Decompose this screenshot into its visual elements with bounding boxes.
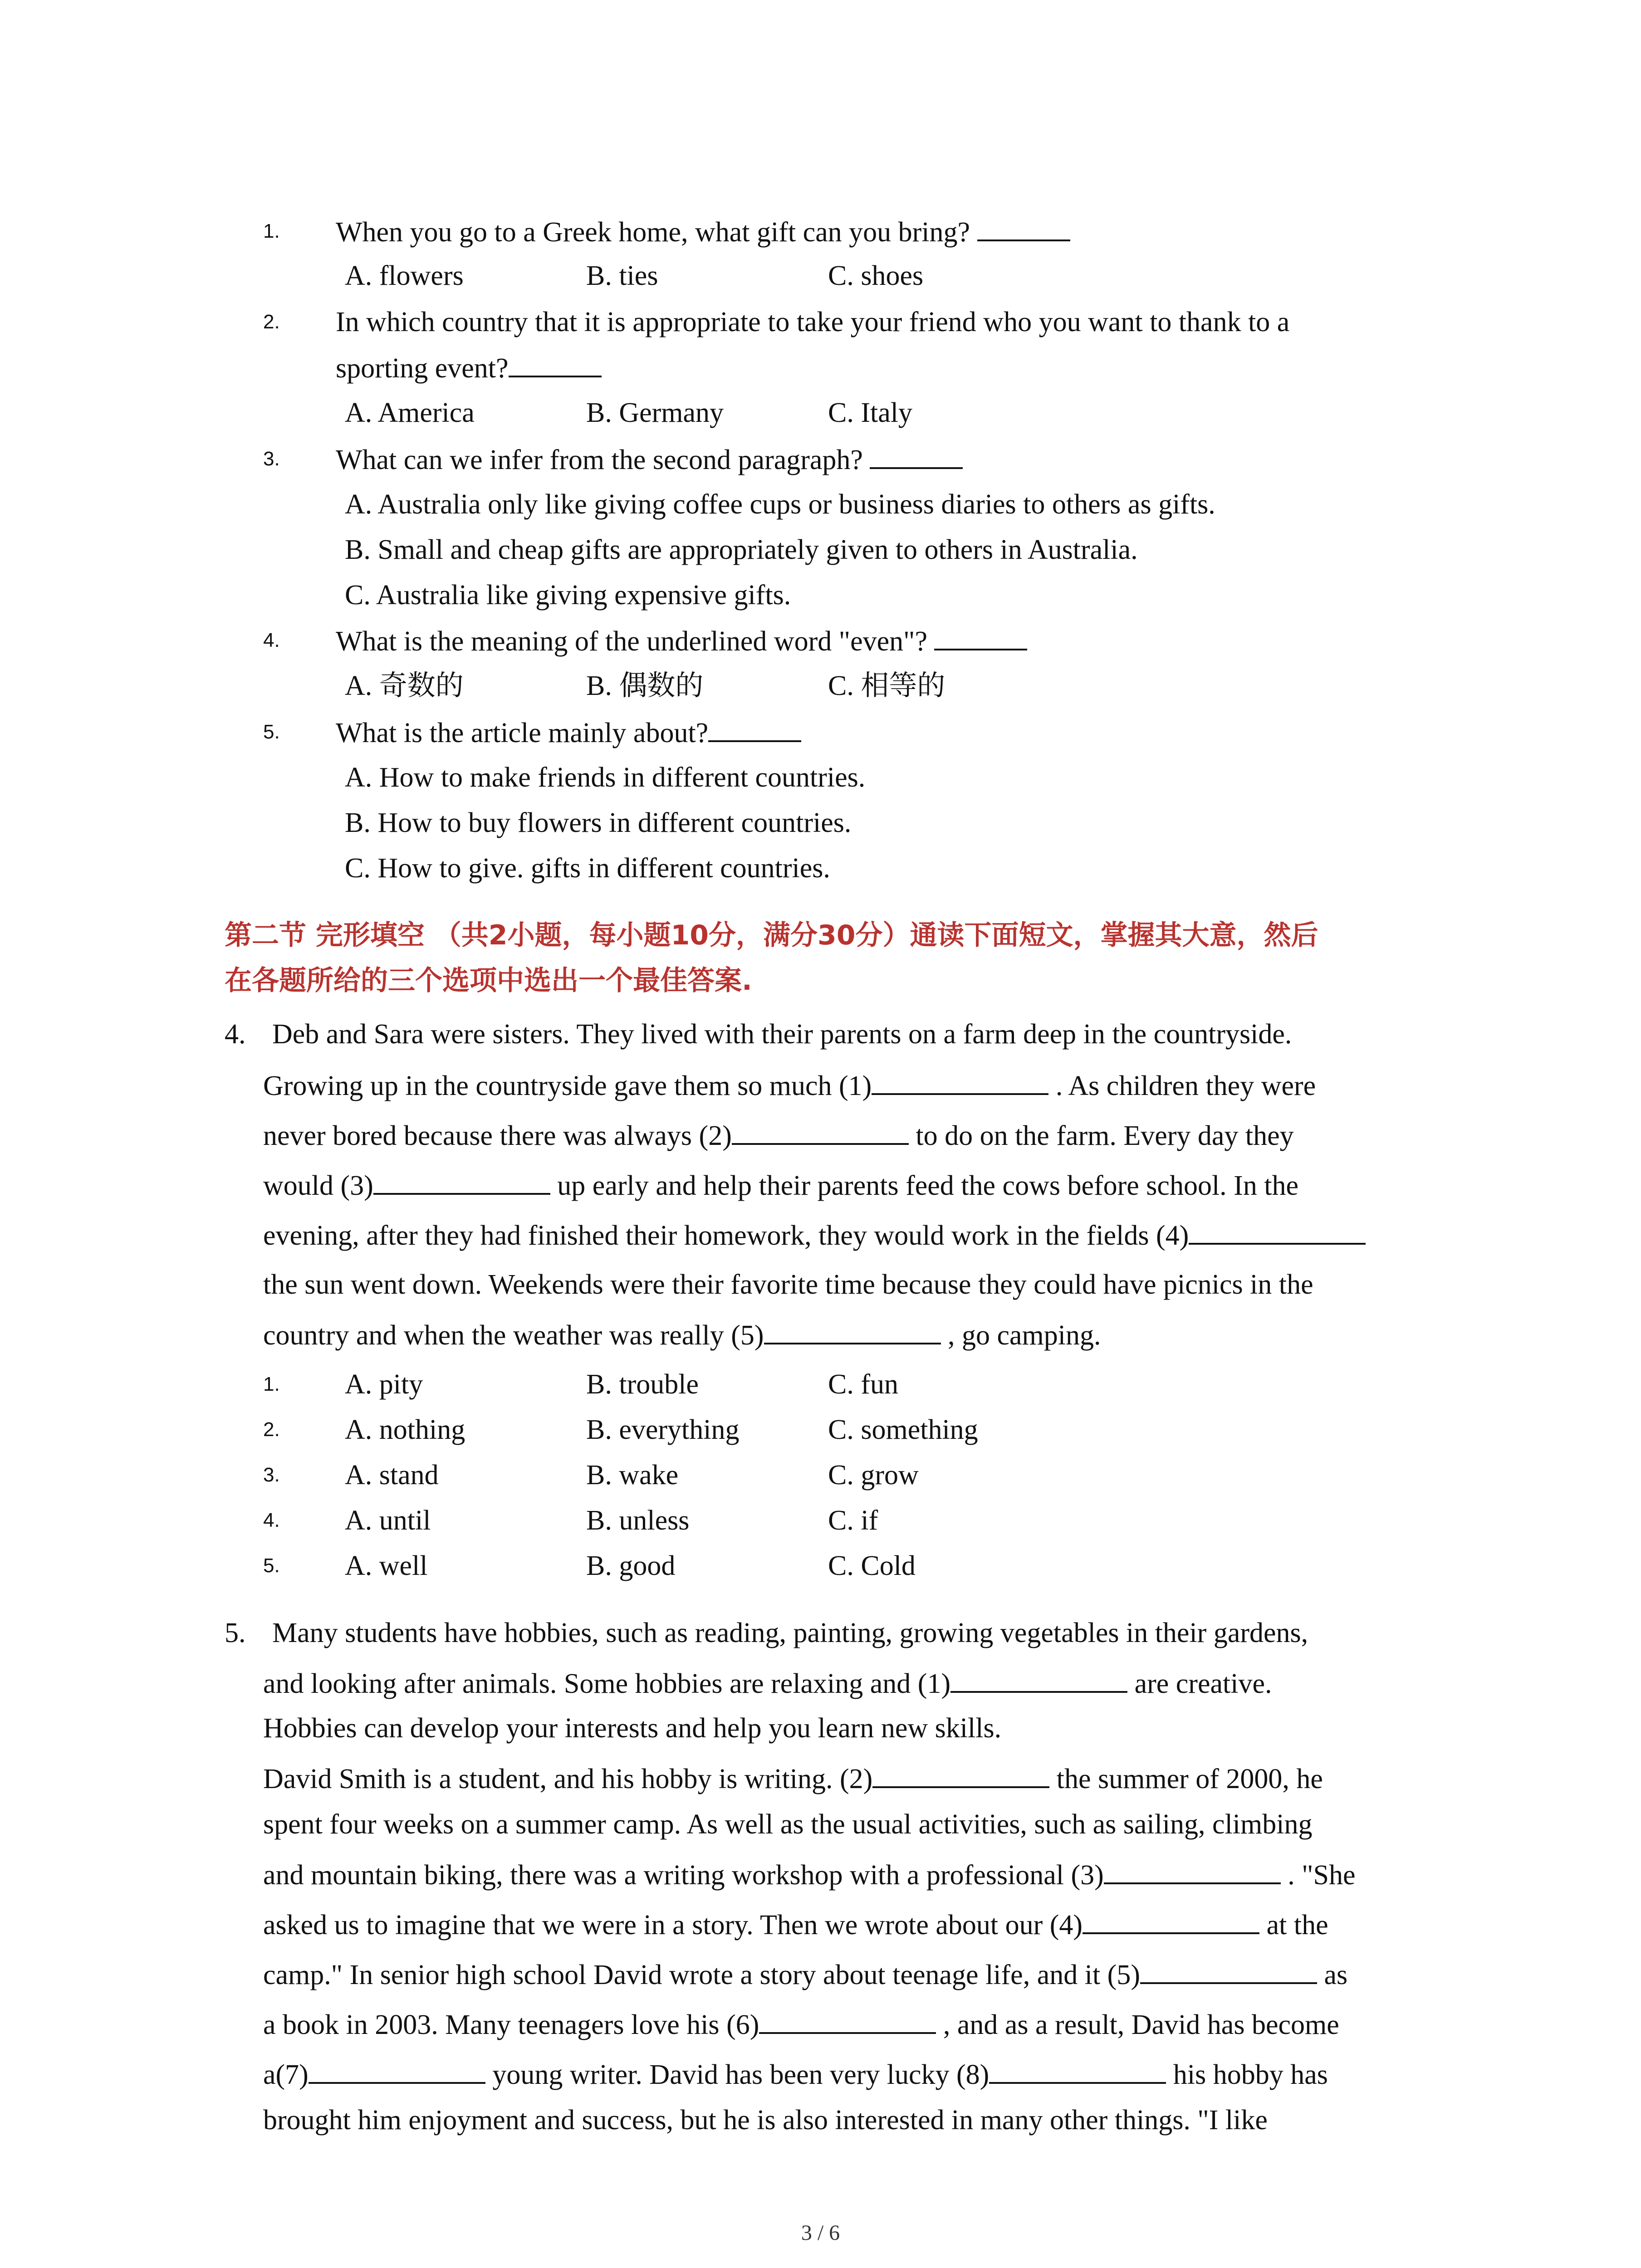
option-b: B. Small and cheap gifts are appropriately given to others in Australia. xyxy=(345,534,1138,565)
passage-text: at the xyxy=(1259,1910,1328,1941)
passage-text: and looking after animals. Some hobbies are relaxing and (1) xyxy=(263,1668,951,1699)
passage-line: brought him enjoyment and success, but he is also interested in many other things. "I like xyxy=(263,2105,1268,2136)
option-row-number: 1. xyxy=(263,1373,280,1395)
passage-text: the summer of 2000, he xyxy=(1049,1764,1323,1794)
option-b xyxy=(586,668,703,704)
passage-text: evening, after they had finished their homework, they would work in the fields (4) xyxy=(263,1220,1189,1251)
passage-line xyxy=(263,1316,1101,1354)
answer-blank[interactable] xyxy=(870,441,963,469)
option-c xyxy=(828,668,945,704)
answer-blank[interactable] xyxy=(509,349,602,377)
option-b: B. wake xyxy=(586,1460,679,1491)
option-c: C. if xyxy=(828,1505,878,1536)
blank-8[interactable] xyxy=(989,2056,1166,2084)
question-text xyxy=(336,714,801,751)
question-stem: sporting event? xyxy=(336,353,509,384)
passage-text: his hobby has xyxy=(1166,2059,1328,2090)
option-b: B. unless xyxy=(586,1505,690,1536)
option-b-text: B. 偶数的 xyxy=(586,670,704,701)
option-a: A. pity xyxy=(345,1369,423,1400)
blank-7[interactable] xyxy=(309,2056,485,2084)
option-b: B. trouble xyxy=(586,1369,699,1400)
passage-line: spent four weeks on a summer camp. As well as the usual activities, such as sailing, climbing xyxy=(263,1809,1313,1840)
passage-line xyxy=(263,2006,1339,2043)
blank-6[interactable] xyxy=(759,2006,936,2034)
option-a: A. Australia only like giving coffee cups or business diaries to others as gifts. xyxy=(345,489,1215,520)
passage-line: Deb and Sara were sisters. They lived with their parents on a farm deep in the countryside. xyxy=(272,1019,1292,1050)
option-row-number: 3. xyxy=(263,1464,280,1486)
blank-1[interactable] xyxy=(872,1067,1048,1095)
answer-blank[interactable] xyxy=(934,622,1027,650)
passage-text: to do on the farm. Every day they xyxy=(908,1120,1294,1151)
option-row-number: 4. xyxy=(263,1509,280,1531)
option-a: A. stand xyxy=(345,1460,439,1491)
option-b: B. Germany xyxy=(586,397,724,428)
passage-line xyxy=(263,1117,1294,1154)
question-text xyxy=(336,622,1027,660)
passage-text: up early and help their parents feed the cows before school. In the xyxy=(550,1170,1299,1201)
passage-line: Hobbies can develop your interests and help you learn new skills. xyxy=(263,1713,1002,1744)
passage-line: Many students have hobbies, such as reading, painting, growing vegetables in their gardens, xyxy=(272,1618,1308,1648)
option-b: B. everything xyxy=(586,1414,740,1445)
option-c: C. fun xyxy=(828,1369,898,1400)
option-c: C. shoes xyxy=(828,260,924,291)
question-text-continued xyxy=(336,349,602,386)
option-c-text: C. 相等的 xyxy=(828,670,945,701)
option-c: C. Australia like giving expensive gifts. xyxy=(345,580,791,611)
passage-text: a book in 2003. Many teenagers love his (6) xyxy=(263,2009,759,2040)
question-text xyxy=(336,213,1070,250)
question-number: 5. xyxy=(263,721,280,743)
section-heading-continued: 在各题所给的三个选项中选出一个最佳答案. xyxy=(225,965,752,997)
option-b: B. good xyxy=(586,1550,676,1581)
passage-text: young writer. David has been very lucky (8) xyxy=(485,2059,989,2090)
passage-line xyxy=(263,1906,1328,1943)
question-number: 3. xyxy=(263,448,280,470)
option-c: C. grow xyxy=(828,1460,919,1491)
passage-line xyxy=(263,1956,1347,1993)
passage-text: Growing up in the countryside gave them so much (1) xyxy=(263,1070,872,1101)
passage-text: David Smith is a student, and his hobby is writing. (2) xyxy=(263,1764,873,1794)
blank-1[interactable] xyxy=(950,1665,1127,1693)
passage-text: , and as a result, David has become xyxy=(936,2009,1339,2040)
passage-line xyxy=(263,1665,1272,1702)
blank-2[interactable] xyxy=(732,1117,909,1145)
passage-line: the sun went down. Weekends were their favorite time because they could have picnics in the xyxy=(263,1269,1313,1300)
passage-text: are creative. xyxy=(1127,1668,1272,1699)
passage-text: and mountain biking, there was a writing workshop with a professional (3) xyxy=(263,1860,1104,1891)
option-c: C. something xyxy=(828,1414,978,1445)
option-b: B. ties xyxy=(586,260,658,291)
option-a: A. until xyxy=(345,1505,431,1536)
option-a: A. well xyxy=(345,1550,428,1581)
option-c: C. Cold xyxy=(828,1550,916,1581)
question-text: In which country that it is appropriate to take your friend who you want to thank to a xyxy=(336,307,1290,337)
passage-text: a(7) xyxy=(263,2059,309,2090)
question-number: 4. xyxy=(263,629,280,651)
option-a xyxy=(345,668,464,704)
answer-blank[interactable] xyxy=(708,714,801,742)
question-number: 5. xyxy=(225,1618,246,1648)
blank-3[interactable] xyxy=(373,1167,550,1195)
passage-text: , go camping. xyxy=(941,1320,1101,1351)
passage-text: camp." In senior high school David wrote a story about teenage life, and it (5) xyxy=(263,1960,1140,1990)
question-number: 2. xyxy=(263,311,280,333)
passage-line xyxy=(263,1856,1356,1893)
option-a: A. flowers xyxy=(345,260,464,291)
question-text xyxy=(336,441,963,478)
blank-4[interactable] xyxy=(1189,1217,1366,1245)
page-number: 3 / 6 xyxy=(801,2221,840,2245)
blank-2[interactable] xyxy=(872,1760,1049,1788)
passage-line xyxy=(263,1217,1366,1254)
option-a: A. How to make friends in different countries. xyxy=(345,762,866,793)
passage-text: . As children they were xyxy=(1048,1070,1316,1101)
question-number: 4. xyxy=(225,1019,246,1050)
question-stem: When you go to a Greek home, what gift can you bring? xyxy=(336,217,970,248)
passage-text: . "She xyxy=(1280,1860,1356,1891)
option-c: C. Italy xyxy=(828,397,912,428)
passage-text: country and when the weather was really (5) xyxy=(263,1320,764,1351)
option-a-text: A. 奇数的 xyxy=(345,670,464,701)
answer-blank[interactable] xyxy=(977,213,1070,241)
blank-5[interactable] xyxy=(764,1316,941,1344)
option-row-number: 2. xyxy=(263,1418,280,1441)
question-stem: What is the meaning of the underlined word "even"? xyxy=(336,626,927,657)
blank-3[interactable] xyxy=(1104,1856,1281,1884)
option-c: C. How to give. gifts in different countries. xyxy=(345,853,830,884)
passage-line xyxy=(263,1760,1323,1797)
blank-4[interactable] xyxy=(1083,1906,1259,1934)
option-a: A. America xyxy=(345,397,475,428)
section-heading: 第二节 完形填空 （共2小题，每小题10分，满分30分）通读下面短文，掌握其大意，然后 xyxy=(225,919,1318,951)
passage-line xyxy=(263,1167,1298,1204)
blank-5[interactable] xyxy=(1140,1956,1317,1984)
passage-line xyxy=(263,2056,1328,2093)
passage-text: would (3) xyxy=(263,1170,373,1201)
question-stem: What is the article mainly about? xyxy=(336,718,709,748)
option-row-number: 5. xyxy=(263,1554,280,1577)
question-number: 1. xyxy=(263,220,280,242)
passage-text: as xyxy=(1317,1960,1348,1990)
option-a: A. nothing xyxy=(345,1414,465,1445)
question-stem: What can we infer from the second paragraph? xyxy=(336,445,863,475)
passage-text: asked us to imagine that we were in a story. Then we wrote about our (4) xyxy=(263,1910,1083,1941)
option-b: B. How to buy flowers in different countries. xyxy=(345,807,852,838)
passage-text: never bored because there was always (2) xyxy=(263,1120,732,1151)
passage-line xyxy=(263,1067,1316,1104)
